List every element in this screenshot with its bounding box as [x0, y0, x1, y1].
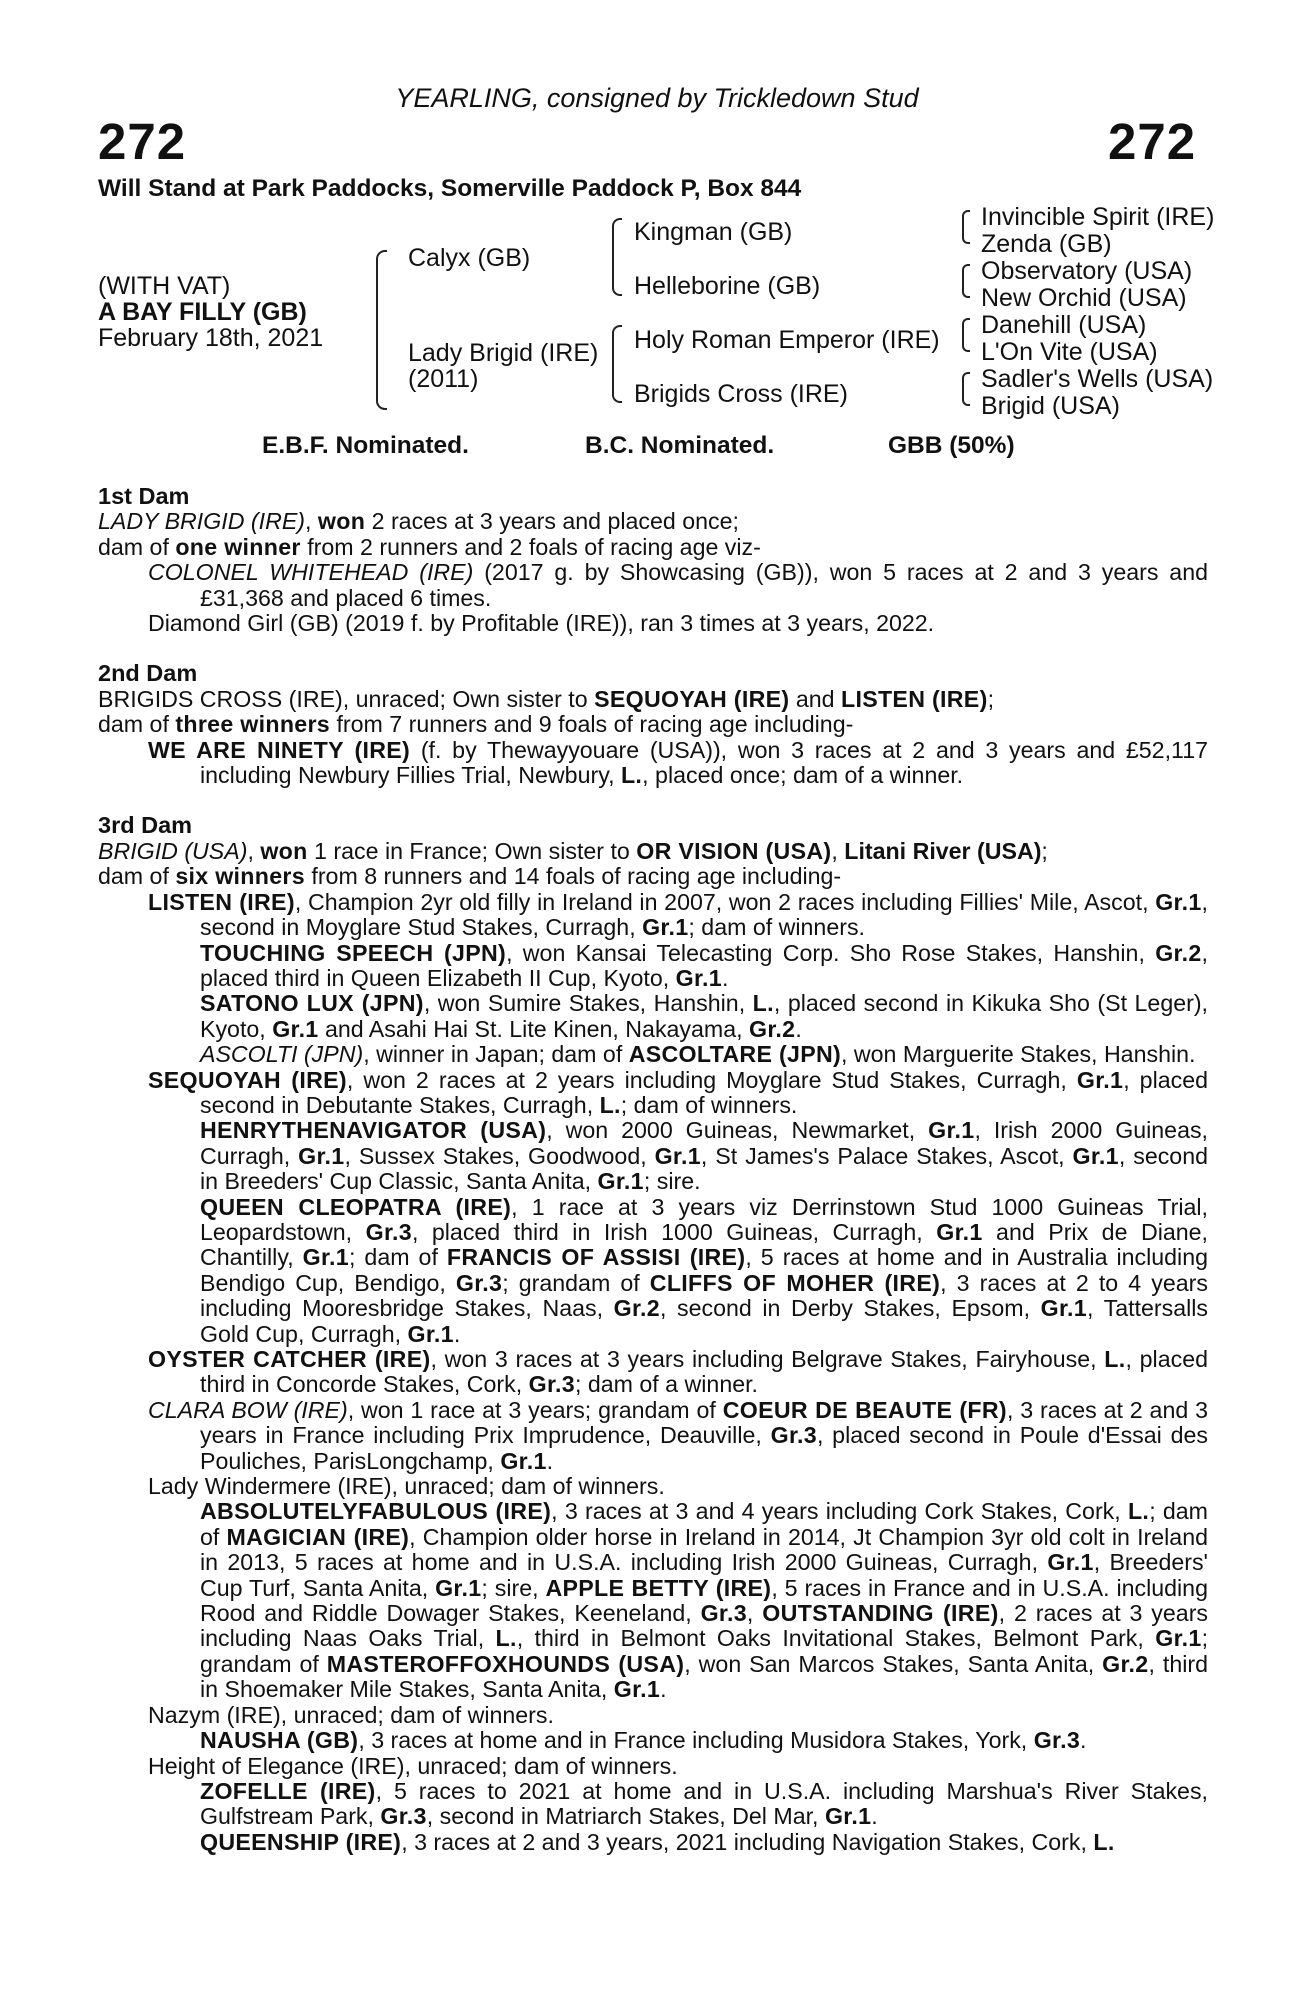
- text: , placed third in Concorde Stakes, Cork,: [200, 1346, 1208, 1398]
- text: , 3 races at 2 and 3 years in France including Prix Imprudence, Deauville,: [200, 1396, 1208, 1449]
- grand-progeny-entry: [98, 1195, 1208, 1347]
- grand-progeny-entry: [98, 1779, 1208, 1830]
- text: , 5 races to 2021 at home and in U.S.A. including Marshua's River Stakes, Gulfstream Park,: [200, 1777, 1208, 1830]
- third-dam-section: [98, 813, 1208, 1855]
- grade: Gr.2: [613, 1295, 660, 1322]
- grand-progeny-entry: [98, 1042, 1208, 1067]
- dam-line: LADY BRIGID (IRE), won 2 races at 3 years and placed once;: [98, 508, 739, 535]
- catalogue-body: [98, 484, 1208, 1855]
- text: .: [546, 1447, 554, 1474]
- text: .: [660, 1676, 667, 1703]
- grade: Gr.1: [654, 1142, 701, 1169]
- grade: L.: [1093, 1828, 1115, 1855]
- grade: Gr.1: [302, 1244, 349, 1271]
- text: ; dam of winners.: [688, 914, 865, 941]
- horse-name: LISTEN (IRE): [841, 685, 988, 712]
- text: , Breeders' Cup Turf, Santa Anita,: [200, 1549, 1208, 1601]
- vat-note: (WITH VAT): [98, 272, 231, 300]
- text: , 3 races at 3 and 4 years including Cork Stakes, Cork,: [551, 1498, 1128, 1525]
- text: Diamond Girl (GB) (2019 f. by Profitable (IRE)), ran 3 times at 3 years, 2022.: [148, 610, 935, 637]
- emphasis: won: [260, 837, 308, 864]
- text: and Prix de Diane, Chantilly,: [200, 1218, 1208, 1271]
- grade: Gr.2: [749, 1015, 796, 1042]
- text: , Irish 2000 Guineas, Curragh,: [200, 1117, 1208, 1169]
- text: ; sire.: [643, 1168, 701, 1195]
- text: , third in Shoemaker Mile Stakes, Santa Anita,: [200, 1650, 1208, 1703]
- text: and: [789, 685, 841, 712]
- section-heading: 2nd Dam: [98, 660, 198, 687]
- ebf-nominated: E.B.F. Nominated.: [262, 432, 469, 459]
- text: , won Kansai Telecasting Corp. Sho Rose Stakes, Hanshin,: [506, 939, 1156, 966]
- progeny-entry: [98, 611, 1208, 636]
- emphasis: one winner: [175, 533, 301, 560]
- text: , won Marguerite Stakes, Hanshin.: [841, 1041, 1196, 1068]
- text: 1 race in France; Own sister to: [307, 837, 637, 864]
- progeny-entry: [98, 738, 1208, 789]
- grade: Gr.3: [700, 1600, 747, 1627]
- text: from 2 runners and 2 foals of racing age viz-: [300, 533, 761, 560]
- horse-name: NAUSHA (GB): [200, 1727, 359, 1754]
- text: , 2 races at 3 years including Naas Oaks Trial,: [200, 1600, 1209, 1652]
- ancestor: Danehill (USA): [981, 311, 1147, 339]
- text: , second in Derby Stakes, Epsom,: [659, 1295, 1041, 1322]
- text: , Champion 2yr old filly in Ireland in 2007, won 2 races including Fillies' Mile, Ascot,: [294, 888, 1156, 915]
- grade: Gr.1: [597, 1168, 644, 1195]
- text: , 3 races at 2 and 3 years, 2021 including Navigation Stakes, Cork,: [401, 1828, 1094, 1855]
- horse-name: COEUR DE BEAUTE (FR): [722, 1396, 1007, 1423]
- text: , winner in Japan; dam of: [363, 1041, 629, 1068]
- horse-name: QUEEN CLEOPATRA (IRE): [200, 1193, 512, 1220]
- progeny-entry: [98, 1703, 1208, 1728]
- grade: Gr.1: [435, 1574, 482, 1601]
- grade: Gr.1: [272, 1015, 319, 1042]
- ancestor: L'On Vite (USA): [981, 338, 1158, 366]
- text: , won San Marcos Stakes, Santa Anita,: [684, 1650, 1103, 1677]
- ancestor: Zenda (GB): [981, 230, 1112, 258]
- lot-number-left: 272: [98, 113, 187, 170]
- text: , Tattersalls Gold Cup, Curragh,: [200, 1295, 1208, 1347]
- text: and Asahi Hai St. Lite Kinen, Nakayama,: [318, 1015, 750, 1042]
- grade: L.: [620, 762, 643, 789]
- grade: Gr.3: [455, 1269, 503, 1296]
- horse-name: MASTEROFFOXHOUNDS (USA): [326, 1650, 685, 1677]
- pedigree-brace: [612, 325, 622, 403]
- dam-sire: Holy Roman Emperor (IRE): [634, 326, 940, 354]
- text: ;: [987, 685, 995, 712]
- produce-line: [98, 535, 1208, 560]
- text: , Champion older horse in Ireland in 2014, Jt Champion 3yr old colt in Ireland in 2013, 5 races at home and in U.S.A. including Irish 2000 Guineas, Curragh,: [200, 1523, 1208, 1576]
- emphasis: three winners: [175, 711, 331, 738]
- text: .: [453, 1320, 461, 1347]
- horse-name: MAGICIAN (IRE): [226, 1523, 410, 1550]
- pedigree-brace: [962, 372, 970, 406]
- grand-progeny-entry: [98, 941, 1208, 992]
- text: .: [795, 1015, 802, 1042]
- text: , placed once; dam of a winner.: [642, 762, 964, 789]
- text: , won 2000 Guineas, Newmarket,: [546, 1117, 929, 1144]
- text: , won 3 races at 3 years including Belgrave Stakes, Fairyhouse,: [430, 1346, 1105, 1372]
- pedigree-brace: [376, 250, 387, 410]
- dam-year: (2011): [408, 365, 479, 393]
- text: , 3 races at home and in France including Musidora Stakes, York,: [358, 1727, 1034, 1754]
- dam: Lady Brigid (IRE): [408, 339, 599, 367]
- grade: Gr.3: [380, 1803, 427, 1830]
- text: ; dam of: [348, 1244, 447, 1271]
- horse-name: Litani River (USA): [844, 837, 1042, 864]
- text: ;: [1041, 837, 1048, 864]
- ancestor: Observatory (USA): [981, 257, 1193, 285]
- text: , second in Breeders' Cup Classic, Santa Anita,: [200, 1142, 1208, 1195]
- horse-dob: February 18th, 2021: [98, 324, 324, 352]
- grade: Gr.1: [1047, 1549, 1094, 1576]
- text: , Sussex Stakes, Goodwood,: [344, 1142, 655, 1169]
- text: Lady Windermere (IRE), unraced; dam of winners.: [148, 1473, 665, 1500]
- horse-name: ASCOLTI (JPN): [200, 1041, 364, 1068]
- pedigree-brace: [962, 318, 970, 352]
- ancestor: Invincible Spirit (IRE): [981, 203, 1215, 231]
- text: from 8 runners and 14 foals of racing age including-: [304, 863, 842, 890]
- consignor-line: YEARLING, consigned by Trickledown Stud: [395, 83, 919, 113]
- dam-line: [98, 687, 1208, 712]
- grade: Gr.1: [1040, 1295, 1087, 1322]
- text: , placed second in Poule d'Essai des Pouliches, ParisLongchamp,: [200, 1422, 1208, 1474]
- text: .: [871, 1803, 878, 1830]
- text: ; dam of: [200, 1498, 1208, 1550]
- text: ; grandam of: [502, 1269, 650, 1296]
- grand-progeny-entry: [98, 1728, 1208, 1753]
- horse-name: ABSOLUTELYFABULOUS (IRE): [200, 1498, 552, 1525]
- text: (2017 g. by Showcasing (GB)), won 5 races at 2 and 3 years and £31,368 and placed 6 times.: [200, 559, 1208, 611]
- horse-name: CLIFFS OF MOHER (IRE): [649, 1269, 941, 1296]
- first-dam-section: [98, 484, 1208, 636]
- horse-name: SEQUOYAH (IRE): [148, 1066, 347, 1093]
- ancestor: Sadler's Wells (USA): [981, 365, 1214, 393]
- text: ; grandam of: [200, 1625, 1209, 1677]
- horse-name: OYSTER CATCHER (IRE): [148, 1346, 431, 1372]
- horse-name: HENRYTHENAVIGATOR (USA): [200, 1117, 547, 1144]
- horse-name: LADY BRIGID (IRE): [98, 508, 306, 535]
- section-heading: 3rd Dam: [98, 812, 193, 839]
- text: ,: [831, 837, 845, 864]
- text: , 5 races in France and in U.S.A. including Rood and Riddle Dowager Stakes, Keeneland,: [200, 1574, 1208, 1627]
- progeny-entry: [98, 1398, 1208, 1474]
- text: BRIGIDS CROSS (IRE), unraced; Own sister to: [98, 685, 595, 712]
- ancestor: Brigid (USA): [981, 392, 1120, 420]
- text: .: [721, 964, 729, 991]
- text: ,: [247, 837, 261, 864]
- dam-line: [98, 839, 1208, 864]
- progeny-entry: [98, 1068, 1208, 1119]
- grade: Gr.2: [1155, 939, 1202, 966]
- text: ; dam of winners.: [620, 1091, 798, 1118]
- horse-name: TOUCHING SPEECH (JPN): [200, 939, 507, 966]
- grade: Gr.1: [1076, 1066, 1124, 1093]
- progeny-entry: [98, 1754, 1208, 1779]
- sire-sire: Kingman (GB): [634, 218, 793, 246]
- grade: Gr.1: [1155, 888, 1202, 915]
- lot-number-right: 272: [1108, 113, 1197, 170]
- text: Height of Elegance (IRE), unraced; dam of winners.: [148, 1752, 678, 1779]
- grade: Gr.1: [824, 1803, 872, 1830]
- horse-name: COLONEL WHITEHEAD (IRE): [148, 559, 474, 586]
- grade: Gr.3: [770, 1422, 817, 1449]
- text: ; sire,: [481, 1574, 546, 1601]
- grade: Gr.1: [1155, 1625, 1202, 1652]
- grade: Gr.2: [1102, 1650, 1149, 1677]
- grade: Gr.1: [1072, 1142, 1119, 1169]
- emphasis: won: [317, 508, 366, 535]
- sire-dam: Helleborine (GB): [634, 272, 821, 300]
- pedigree-brace: [962, 264, 970, 298]
- grade: Gr.3: [365, 1218, 412, 1245]
- grade: Gr.1: [936, 1218, 983, 1245]
- horse-name: LISTEN (IRE): [148, 888, 295, 915]
- grade: Gr.1: [500, 1447, 547, 1474]
- text: dam of: [98, 711, 176, 738]
- text: , St James's Palace Stakes, Ascot,: [700, 1142, 1073, 1169]
- horse-name: ASCOLTARE (JPN): [628, 1041, 842, 1068]
- horse-name: SATONO LUX (JPN): [200, 990, 424, 1017]
- grand-progeny-entry: [98, 1499, 1208, 1702]
- horse-name: OUTSTANDING (IRE): [762, 1600, 999, 1627]
- grade: L.: [752, 990, 774, 1017]
- grand-progeny-entry: [98, 1830, 1208, 1855]
- dam-dam: Brigids Cross (IRE): [634, 380, 848, 408]
- horse-name: BRIGID (USA): [98, 837, 248, 864]
- text: , placed second in Kikuka Sho (St Leger), Kyoto,: [200, 990, 1209, 1042]
- text: , won 2 races at 2 years including Moyglare Stud Stakes, Curragh,: [346, 1066, 1077, 1093]
- grade: Gr.3: [1033, 1727, 1081, 1754]
- text: dam of: [98, 533, 176, 560]
- horse-name: OR VISION (USA): [636, 837, 832, 864]
- emphasis: six winners: [175, 863, 305, 890]
- produce-line: [98, 712, 1208, 737]
- text: 2 races at 3 years and placed once;: [365, 508, 739, 535]
- text: , placed third in Queen Elizabeth II Cup, Kyoto,: [200, 939, 1208, 991]
- grade: L.: [1104, 1346, 1126, 1372]
- grade: Gr.1: [928, 1117, 975, 1144]
- horse-name: WE ARE NINETY (IRE): [148, 736, 411, 763]
- text: , 1 race at 3 years viz Derrinstown Stud 1000 Guineas Trial, Leopardstown,: [200, 1193, 1209, 1245]
- bc-nominated: B.C. Nominated.: [585, 432, 775, 459]
- text: ,: [746, 1600, 763, 1627]
- progeny-entry: [98, 1347, 1208, 1398]
- text: Nazym (IRE), unraced; dam of winners.: [148, 1701, 554, 1728]
- text: , second in Matriarch Stakes, Del Mar,: [426, 1803, 825, 1830]
- progeny-entry: [98, 560, 1208, 611]
- produce-line: [98, 864, 1208, 889]
- text: , placed third in Irish 1000 Guineas, Curragh,: [411, 1218, 937, 1245]
- gbb-rating: GBB (50%): [888, 432, 1015, 459]
- text: from 7 runners and 9 foals of racing age including-: [330, 711, 854, 738]
- pedigree-brace: [962, 210, 970, 244]
- grade: L.: [1127, 1498, 1150, 1525]
- horse-name: APPLE BETTY (IRE): [545, 1574, 772, 1601]
- text: , third in Belmont Oaks Invitational Stakes, Belmont Park,: [516, 1625, 1156, 1652]
- text: , second in Moyglare Stud Stakes, Curragh,: [200, 888, 1208, 941]
- grade: Gr.1: [613, 1676, 661, 1703]
- grade: Gr.3: [528, 1371, 575, 1398]
- horse-name: ZOFELLE (IRE): [200, 1777, 376, 1804]
- text: dam of: [98, 863, 176, 890]
- text: , 3 races at 2 to 4 years including Mooresbridge Stakes, Naas,: [200, 1269, 1208, 1322]
- horse-name: A BAY FILLY (GB): [98, 298, 307, 326]
- ancestor: New Orchid (USA): [981, 284, 1187, 312]
- text: , placed second in Debutante Stakes, Curragh,: [200, 1066, 1208, 1118]
- stand-location: Will Stand at Park Paddocks, Somerville Paddock P, Box 844: [98, 175, 802, 202]
- text: , won Sumire Stakes, Hanshin,: [423, 990, 753, 1017]
- text: .: [1080, 1727, 1087, 1754]
- grade: Gr.1: [642, 914, 689, 941]
- text: (f. by Thewayyouare (USA)), won 3 races at 2 and 3 years and £52,117 including Newbury Fillies Trial, Newbury,: [200, 736, 1208, 789]
- grade: Gr.1: [298, 1142, 345, 1169]
- section-heading: 1st Dam: [98, 483, 190, 509]
- grade: L.: [599, 1091, 621, 1118]
- progeny-entry: [98, 890, 1208, 941]
- horse-name: SEQUOYAH (IRE): [594, 685, 790, 712]
- grade: L.: [495, 1625, 517, 1652]
- grand-progeny-entry: [98, 991, 1208, 1042]
- sire: Calyx (GB): [408, 244, 531, 272]
- horse-name: CLARA BOW (IRE): [148, 1396, 348, 1423]
- text: , 5 races at home and in Australia including Bendigo Cup, Bendigo,: [200, 1244, 1208, 1296]
- text: , won 1 race at 3 years; grandam of: [347, 1396, 723, 1423]
- grade: Gr.1: [675, 964, 722, 991]
- pedigree-brace: [612, 218, 622, 296]
- progeny-entry: [98, 1474, 1208, 1499]
- horse-name: FRANCIS OF ASSISI (IRE): [446, 1244, 746, 1271]
- second-dam-section: [98, 661, 1208, 788]
- grade: Gr.1: [407, 1320, 454, 1347]
- text: ; dam of a winner.: [574, 1371, 758, 1398]
- horse-name: QUEENSHIP (IRE): [200, 1828, 402, 1855]
- grand-progeny-entry: [98, 1118, 1208, 1194]
